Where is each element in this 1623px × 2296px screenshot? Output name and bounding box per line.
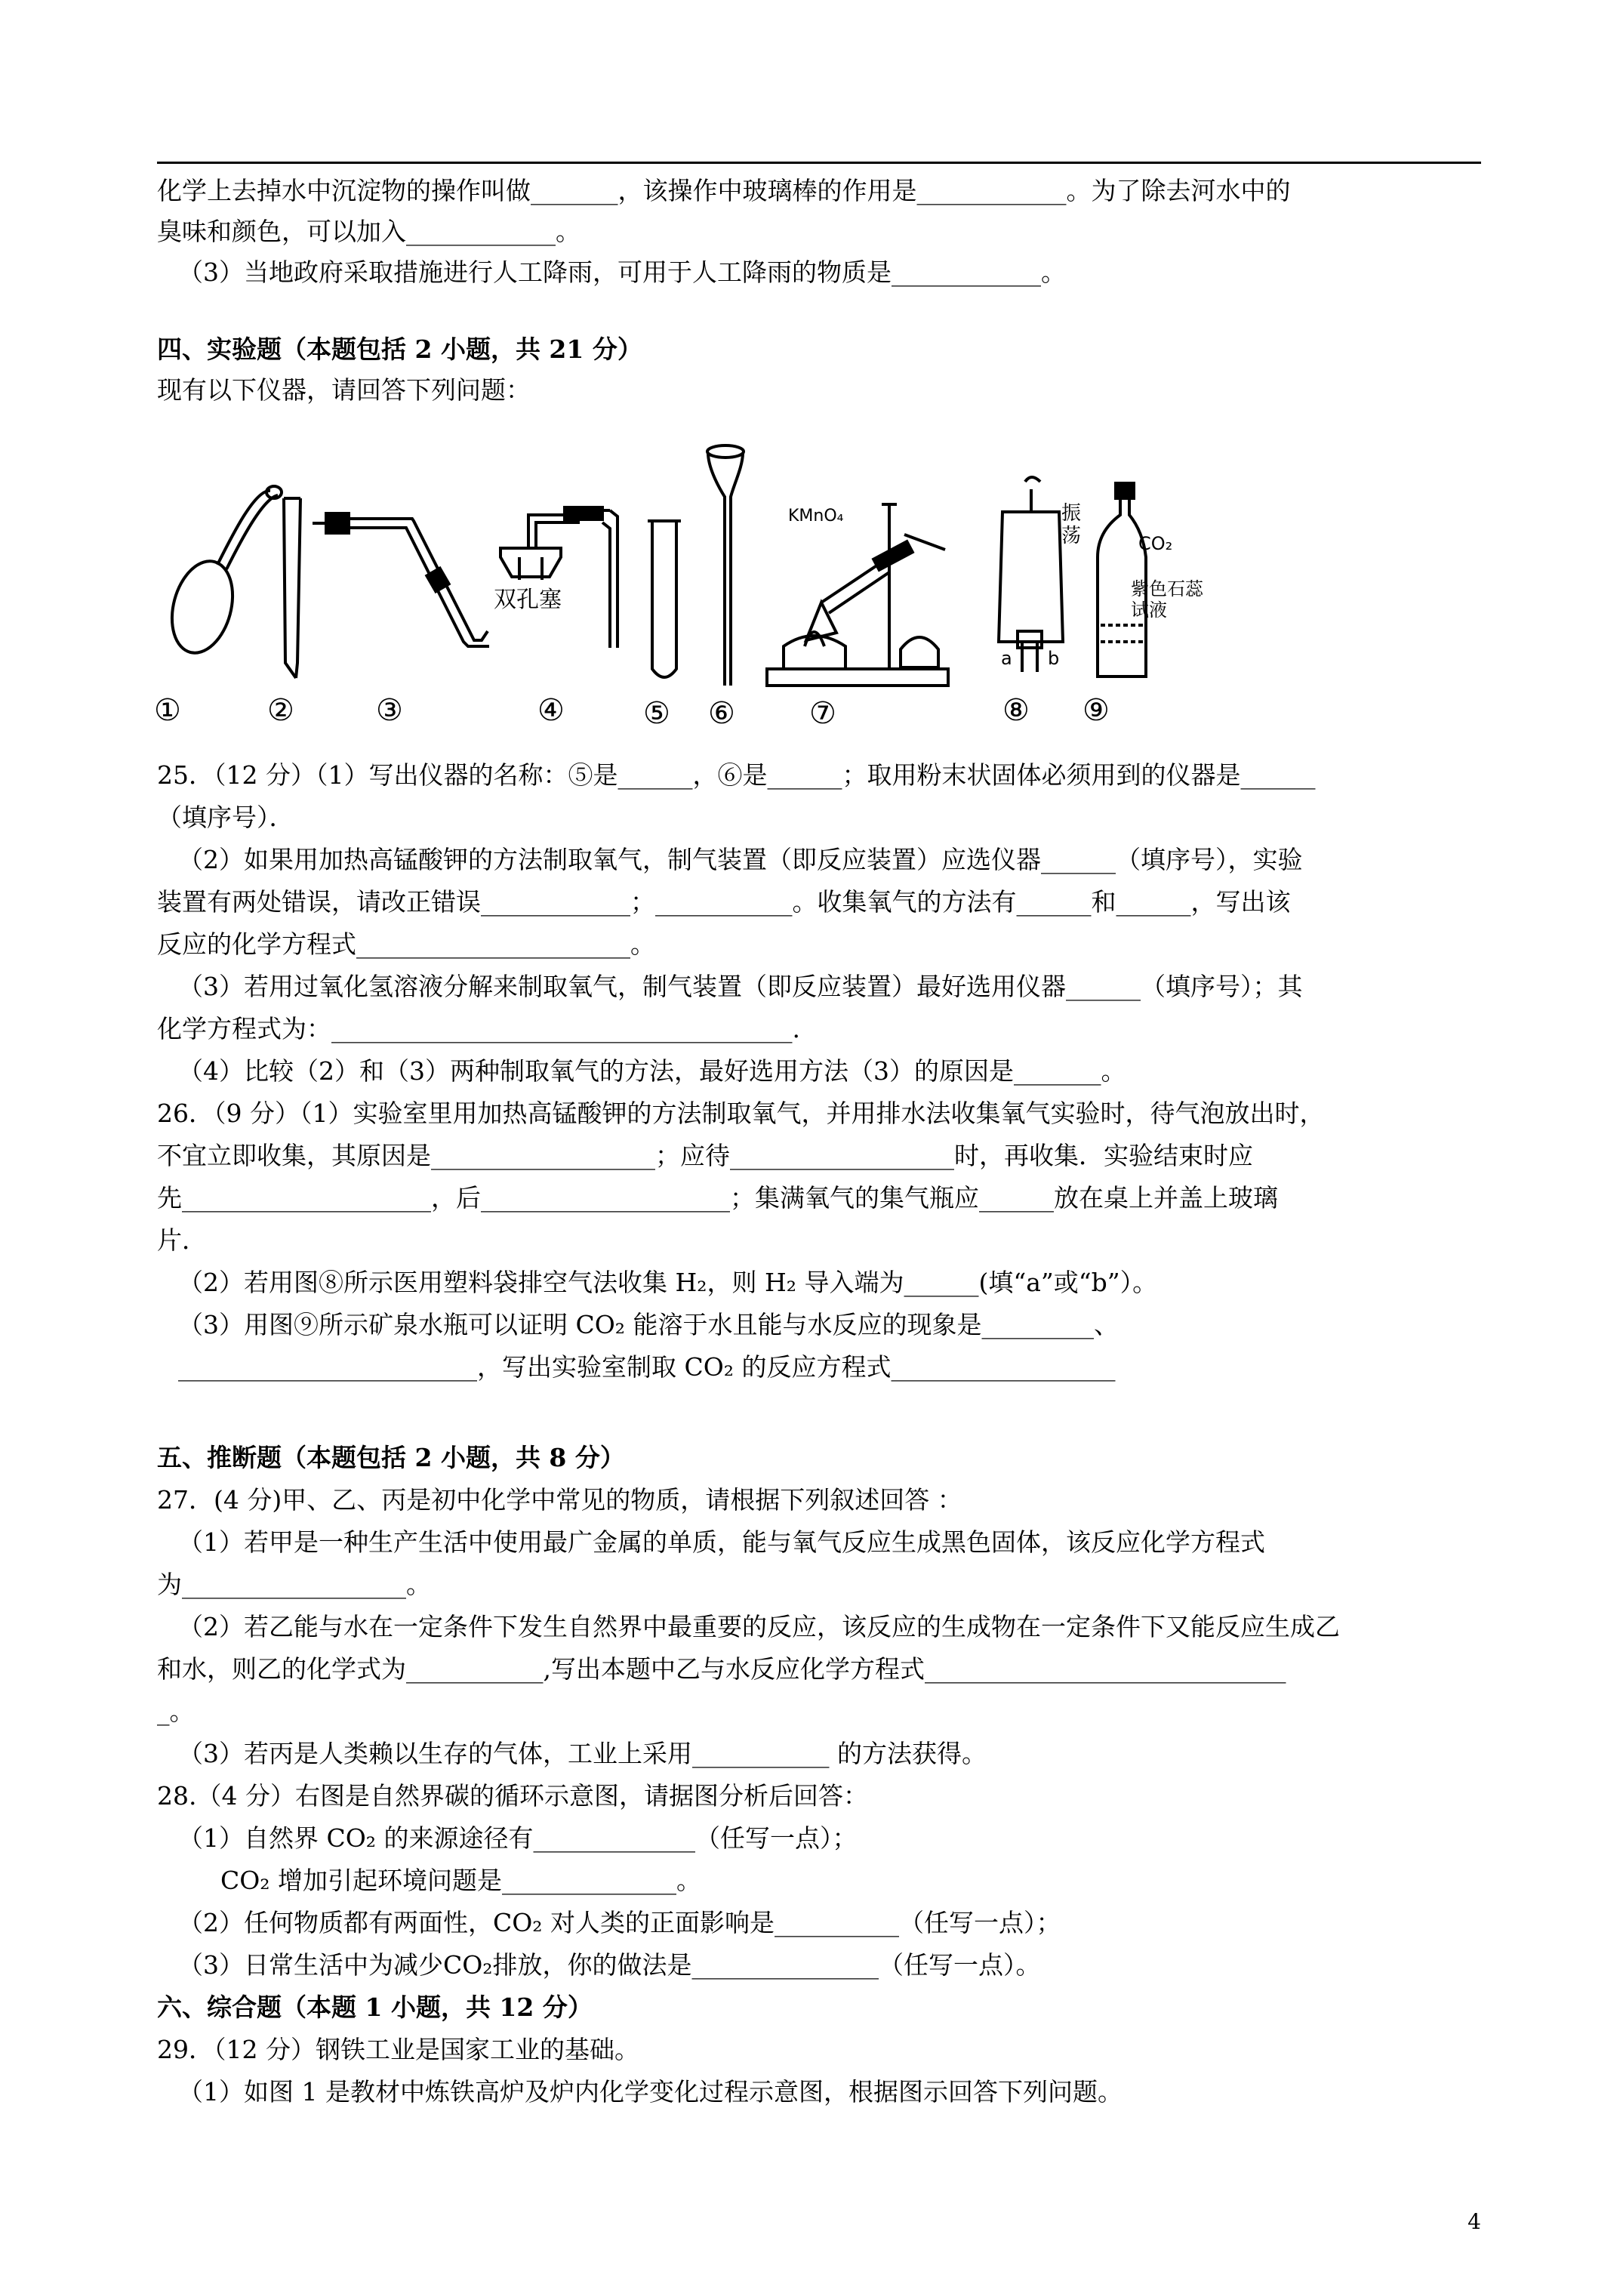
text-line: （1）若甲是一种生产生活中使用最广金属的单质，能与氧气反应生成黑色固体，该反应化学方程式 bbox=[178, 1527, 1265, 1557]
text-line: CO₂ 增加引起环境问题是______________。 bbox=[220, 1866, 702, 1895]
text-line: （3）日常生活中为减少CO₂排放，你的做法是_______________（任写一点）。 bbox=[178, 1950, 1041, 1980]
label-8: ⑧ bbox=[1002, 693, 1030, 728]
text-line: 装置有两处错误，请改正错误____________；___________。收集氧气的方法有______和______，写出该 bbox=[157, 887, 1291, 917]
label-2: ② bbox=[267, 693, 294, 728]
text-line: 29．（12 分）钢铁工业是国家工业的基础。 bbox=[157, 2035, 639, 2064]
text-line: （2）若乙能与水在一定条件下发生自然界中最重要的反应，该反应的生成物在一定条件下又能反应生成乙 bbox=[178, 1612, 1340, 1641]
medicine-spoon-icon bbox=[162, 486, 282, 660]
litmus-label-1: 紫色石蕊 bbox=[1131, 578, 1203, 599]
glass-tube-stopper-icon bbox=[313, 513, 489, 646]
text-line: （3）若用过氧化氢溶液分解来制取氧气，制气装置（即反应装置）最好选用仪器______（填序号）；其 bbox=[178, 972, 1303, 1001]
header-rule bbox=[157, 162, 1481, 164]
section-heading: 五、推断题（本题包括 2 小题，共 8 分） bbox=[157, 1443, 625, 1472]
tweezers-icon bbox=[284, 498, 300, 678]
text-line: （2）如果用加热高锰酸钾的方法制取氧气，制气装置（即反应装置）应选仪器______（填序号），实验 bbox=[178, 845, 1303, 874]
text-line: （2）若用图⑧所示医用塑料袋排空气法收集 H₂，则 H₂ 导入端为______(填“a”或“b”）。 bbox=[178, 1268, 1158, 1297]
text-line: 为__________________。 bbox=[157, 1570, 431, 1599]
text-line: 片． bbox=[157, 1225, 207, 1255]
co2-label: CO₂ bbox=[1138, 533, 1173, 554]
bag-label-a: a bbox=[1001, 648, 1012, 669]
text-line: 先____________________，后____________________；集满氧气的集气瓶应______放在桌上并盖上玻璃 bbox=[157, 1183, 1278, 1213]
long-neck-funnel-icon bbox=[707, 445, 744, 686]
text-line: 化学方程式为：_____________________________________. bbox=[157, 1014, 800, 1043]
text-line: 不宜立即收集，其原因是__________________；应待__________________时，再收集．实验结束时应 bbox=[157, 1141, 1253, 1170]
text-line: （3）用图⑨所示矿泉水瓶可以证明 CO₂ 能溶于水且能与水反应的现象是_________、 bbox=[178, 1310, 1119, 1339]
text-line: 25．（12 分）（1）写出仪器的名称：⑤是______，⑥是______；取用粉末状固体必须用到的仪器是______ bbox=[157, 760, 1316, 790]
text-line: 反应的化学方程式______________________。 bbox=[157, 929, 655, 959]
text-line: （4）比较（2）和（3）两种制取氧气的方法，最好选用方法（3）的原因是_______。 bbox=[178, 1056, 1126, 1086]
text-line: （3）当地政府采取措施进行人工降雨，可用于人工降雨的物质是____________。 bbox=[178, 257, 1066, 287]
text-line: （1）如图 1 是教材中炼铁高炉及炉内化学变化过程示意图，根据图示回答下列问题。 bbox=[178, 2077, 1123, 2106]
text-line: （1）自然界 CO₂ 的来源途径有_____________（任写一点）； bbox=[178, 1823, 858, 1853]
medical-plastic-bag-icon bbox=[999, 477, 1063, 672]
stopper-label: 双孔塞 bbox=[494, 587, 562, 613]
shake-label-1: 振 bbox=[1061, 502, 1082, 525]
text-line: 化学上去掉水中沉淀物的操作叫做_______，该操作中玻璃棒的作用是____________。为了除去河水中的 bbox=[157, 176, 1291, 205]
text-line: （2）任何物质都有两面性，CO₂ 对人类的正面影响是__________（任写一点）； bbox=[178, 1908, 1061, 1937]
bag-label-b: b bbox=[1048, 648, 1060, 669]
kmno4-label: KMnO₄ bbox=[788, 507, 844, 525]
page-number: 4 bbox=[1467, 2209, 1481, 2234]
text-line: 27．(4 分)甲、乙、丙是初中化学中常见的物质，请根据下列叙述回答 ： bbox=[157, 1485, 962, 1515]
label-7: ⑦ bbox=[809, 696, 836, 731]
test-tube-icon bbox=[648, 521, 681, 677]
two-hole-stopper-icon bbox=[500, 507, 617, 648]
litmus-label-2: 试液 bbox=[1131, 599, 1167, 621]
text-line: _。 bbox=[157, 1697, 195, 1726]
label-1: ① bbox=[154, 693, 181, 728]
kmno4-heating-apparatus-icon bbox=[767, 504, 948, 686]
text-line: （3）若丙是人类赖以生存的气体，工业上采用___________ 的方法获得。 bbox=[178, 1739, 987, 1768]
label-9: ⑨ bbox=[1083, 693, 1110, 728]
text-line: ________________________，写出实验室制取 CO₂ 的反应方程式__________________ bbox=[178, 1352, 1116, 1382]
label-3: ③ bbox=[376, 693, 403, 728]
text-line: 28.（4 分）右图是自然界碳的循环示意图，请据图分析后回答： bbox=[157, 1781, 868, 1811]
label-6: ⑥ bbox=[708, 696, 735, 731]
apparatus-figure bbox=[154, 436, 1203, 738]
label-4: ④ bbox=[537, 693, 565, 728]
text-line: 臭味和颜色，可以加入____________。 bbox=[157, 217, 581, 246]
text-line: （填序号）． bbox=[157, 803, 294, 832]
shake-label-2: 荡 bbox=[1061, 525, 1082, 547]
text-line: 现有以下仪器，请回答下列问题： bbox=[157, 375, 531, 405]
section-heading: 六、综合题（本题 1 小题，共 12 分） bbox=[157, 1992, 593, 2022]
text-line: 26．（9 分）（1）实验室里用加热高锰酸钾的方法制取氧气，并用排水法收集氧气实验时，待气泡放出时， bbox=[157, 1099, 1325, 1128]
section-heading: 四、实验题（本题包括 2 小题，共 21 分） bbox=[157, 334, 642, 364]
text-line: 和水，则乙的化学式为___________,写出本题中乙与水反应化学方程式_____________________________ bbox=[157, 1654, 1286, 1684]
label-5: ⑤ bbox=[643, 696, 670, 731]
